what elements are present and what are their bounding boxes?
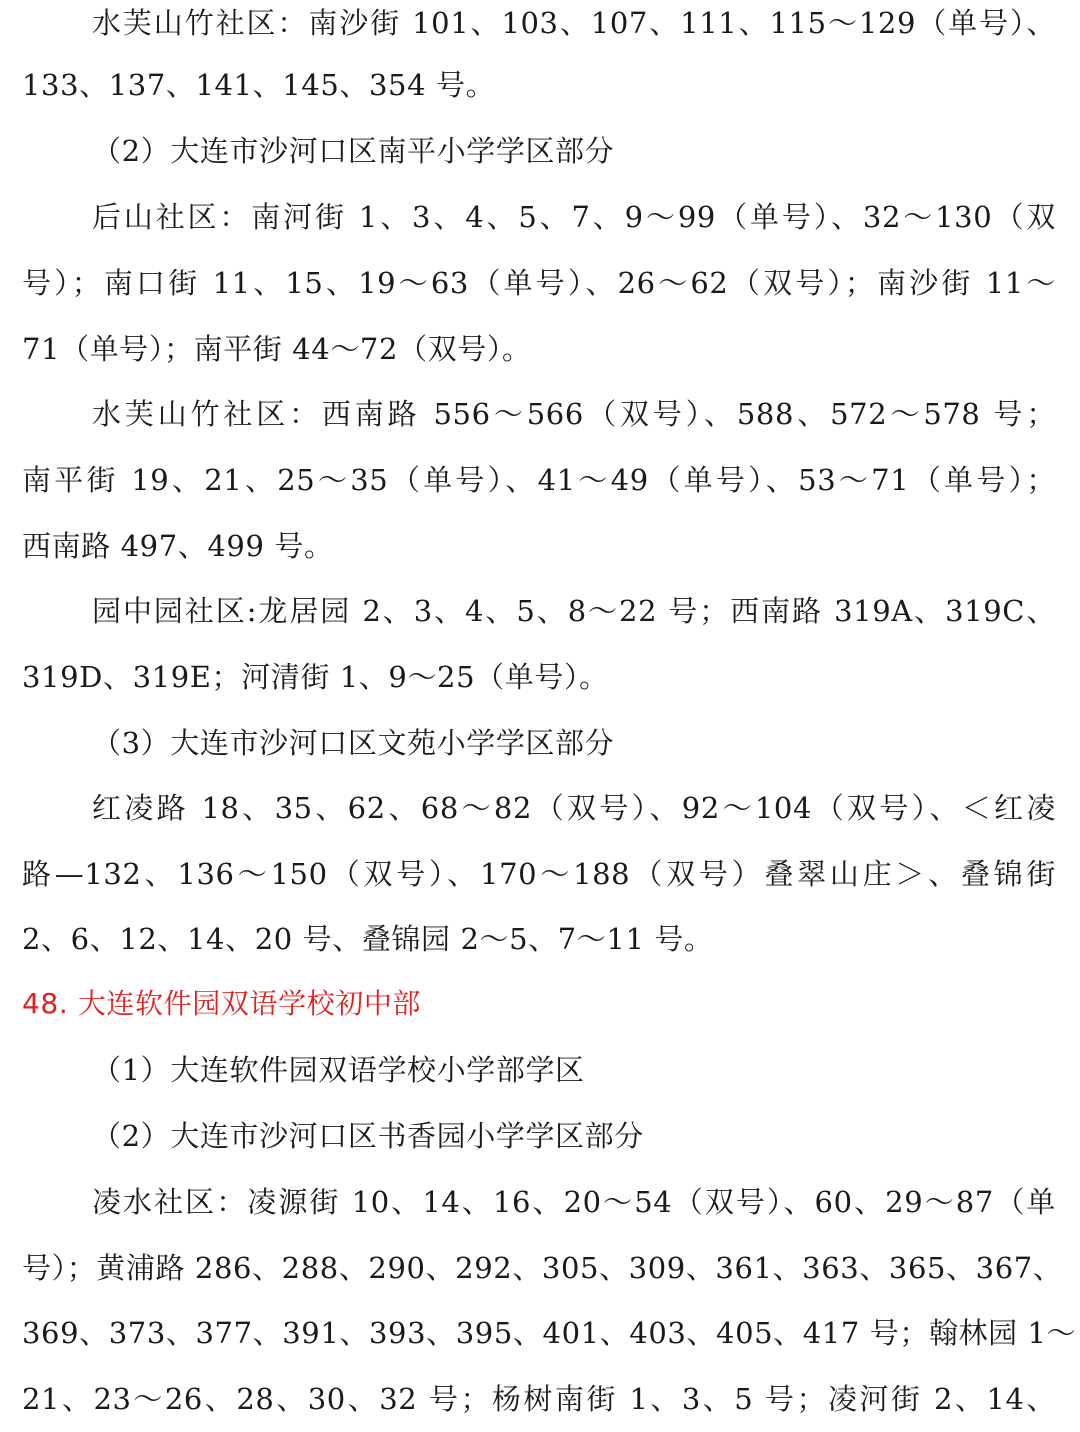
section-heading: 48. 大连软件园双语学校初中部 (22, 987, 422, 1020)
paragraph-line: 2、6、12、14、20 号、叠锦园 2～5、7～11 号。 (22, 922, 714, 956)
paragraph-line: 21、23～26、28、30、32 号；杨树南街 1、3、5 号；凌河街 2、14、 (22, 1382, 1056, 1416)
paragraph-line: 水芙山竹社区：南沙街 101、103、107、111、115～129（单号）、 (92, 6, 1056, 40)
paragraph-line: 71（单号）；南平街 44～72（双号）。 (22, 332, 532, 366)
paragraph-line: 水芙山竹社区：西南路 556～566（双号）、588、572～578 号； (92, 397, 1056, 431)
paragraph-line: 园中园社区:龙居园 2、3、4、5、8～22 号；西南路 319A、319C、 (92, 594, 1056, 628)
paragraph-line: 红凌路 18、35、62、68～82（双号）、92～104（双号）、＜红凌 (92, 791, 1056, 825)
paragraph-line: 369、373、377、391、393、395、401、403、405、417 号；翰林园 1～ (22, 1316, 1077, 1350)
paragraph-line: 凌水社区：凌源街 10、14、16、20～54（双号）、60、29～87（单 (92, 1185, 1056, 1219)
paragraph-line: 133、137、141、145、354 号。 (22, 68, 496, 102)
paragraph-line: 南平街 19、21、25～35（单号）、41～49（单号）、53～71（单号）； (22, 463, 1056, 497)
paragraph-line: 号）；黄浦路 286、288、290、292、305、309、361、363、365、367、 (22, 1251, 1063, 1285)
paragraph-line: 西南路 497、499 号。 (22, 529, 334, 563)
subheading: （2）大连市沙河口区书香园小学学区部分 (92, 1119, 644, 1153)
paragraph-line: 号）；南口街 11、15、19～63（单号）、26～62（双号）；南沙街 11～ (22, 266, 1056, 300)
paragraph-line: 319D、319E；河清街 1、9～25（单号）。 (22, 660, 609, 694)
subheading: （1）大连软件园双语学校小学部学区 (92, 1053, 585, 1087)
paragraph-line: 后山社区：南河街 1、3、4、5、7、9～99（单号）、32～130（双 (92, 200, 1056, 234)
subheading: （3）大连市沙河口区文苑小学学区部分 (92, 726, 615, 760)
subheading: （2）大连市沙河口区南平小学学区部分 (92, 134, 615, 168)
paragraph-line: 路—132、136～150（双号）、170～188（双号）叠翠山庄＞、叠锦街 (22, 857, 1056, 891)
